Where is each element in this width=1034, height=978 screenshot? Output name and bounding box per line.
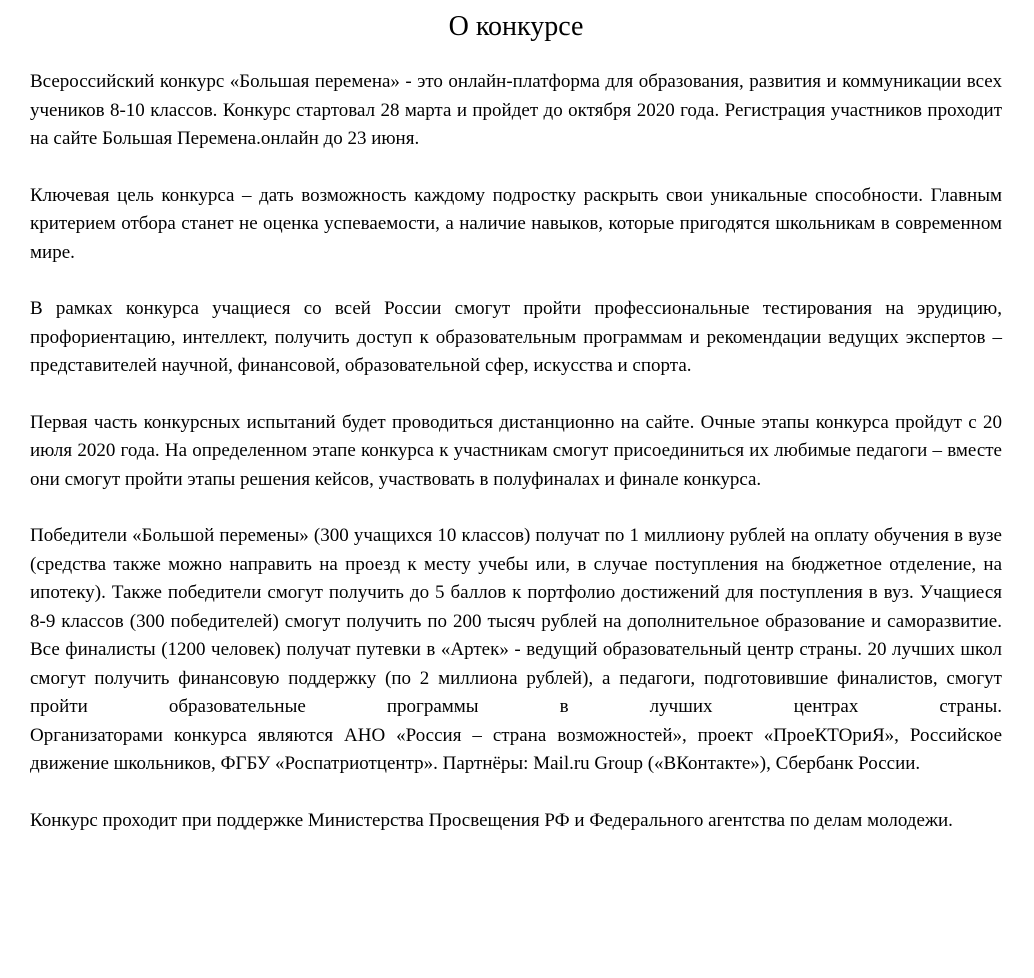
paragraph-support: Конкурс проходит при поддержке Министерства Просвещения РФ и Федерального агентства по делам молодежи. [30,809,953,831]
paragraph-testing: В рамках конкурса учащиеся со всей России смогут пройти профессиональные тестирования на эрудицию, профориентацию, интеллект, получить доступ к образовательным программам и рекомендации ведущих экспертов – представителей научной, финансовой, образовательной сфер, искусства и спорта. [30,298,1002,376]
organizers-text: Организаторами конкурса являются АНО «Россия – страна возможностей», проект «ПроеКТОриЯ», Российское движение школьников, ФГБУ «Роспатриотцентр». Партнёры: Mail.ru Group («ВКонтакте»), Сбербанк России. [30,724,1002,774]
page-title: О конкурсе [448,11,584,42]
paragraph-goal: Ключевая цель конкурса – дать возможность каждому подростку раскрыть свои уникальные способности. Главным критерием отбора станет не оценка успеваемости, а наличие навыков, которые пригодятся школьникам в современном мире. [30,184,1002,263]
paragraph-stages: Первая часть конкурсных испытаний будет проводиться дистанционно на сайте. Очные этапы конкурса пройдут с 20 июля 2020 года. На определенном этапе конкурса к участникам смогут присоединиться их любимые педагоги – вместе они смогут пройти этапы решения кейсов, участвовать в полуфиналах и финале конкурса. [30,411,1002,490]
paragraph-winners [30,522,1002,779]
paragraph-intro: Всероссийский конкурс «Большая перемена» - это онлайн-платформа для образования, развития и коммуникации всех учеников 8-10 классов. Конкурс стартовал 28 марта и пройдет до октября 2020 года. Регистрация участников проходит на сайте Большая Перемена.онлайн до 23 июня. [30,71,1002,149]
winners-prizes-text: Победители «Большой перемены» (300 учащихся 10 классов) получат по 1 миллиону рублей на оплату обучения в вузе (средства также можно направить на проезд к месту учебы или, в случае поступления на бюджетное отделение, на ипотеку). Также победители смогут получить до 5 баллов к портфолио достижений для поступления в вуз. Учащиеся 8-9 классов (300 победителей) смогут получить по 200 тысяч рублей на дополнительное образование и саморазвитие. Все финалисты (1200 человек) получат путевки в «Артек» - ведущий образовательный центр страны. 20 лучших школ смогут получить финансовую поддержку (по 2 миллиона рублей), а педагоги, подготовившие финалистов, смогут пройти образовательные программы в лучших центрах страны. [30,525,1002,717]
